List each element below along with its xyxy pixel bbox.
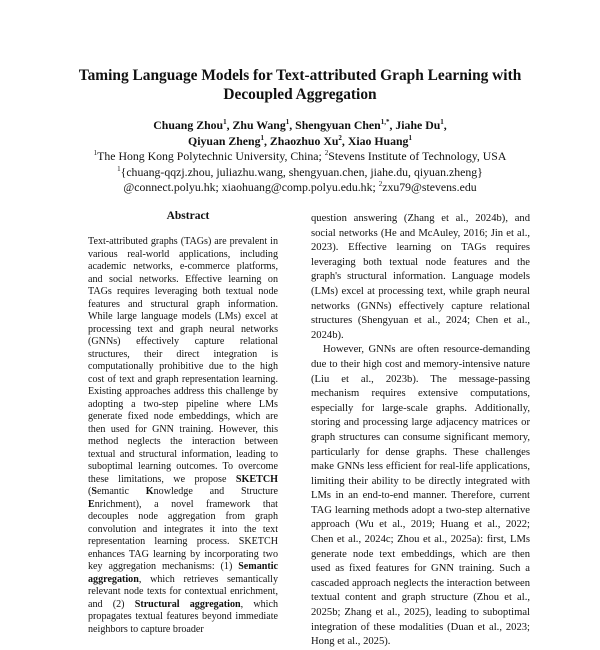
abstract-paragraph: Text-attributed graphs (TAGs) are prevalent in various real-world applications, including academic networks, e-commerce platforms, and social networks. Effective learning on TAGs requires leveraging both textual node features and structural graph information. While large language models (LMs) excel at processing text and graph neural networks (GNNs) effectively capture relational structures, their direct integration is computationally prohibitive due to the high cost of text and graph representation learning. Existing approaches address this challenge by adopting a two-step pipeline where LMs generate fixed node embeddings, which are then used for GNN training. However, this method neglects the interaction between textual and structural information, leading to suboptimal learning outcomes. To overcome these limitations, we propose SKETCH (Semantic Knowledge and Structure Enrichment), a novel framework that decouples node aggregation from graph convolution and integrates it into the text representation learning process. SKETCH enhances TAG learning by incorporating two key aggregation mechanisms: (1) Semantic aggregation, which retrieves semantically relevant node texts for contextual enrichment, and (2) Structural aggregation, which propagates textual features beyond immediate neighbors to capture broader bbox=[88, 236, 278, 635]
institution-2: Stevens Institute of Technology, USA bbox=[328, 149, 507, 163]
author-sup: 1,* bbox=[380, 118, 390, 127]
semantic-aggregation-term: Semantic aggregation bbox=[88, 561, 278, 585]
author-name: Zhaozhuo Xu bbox=[269, 134, 339, 148]
affiliations bbox=[30, 149, 570, 196]
intro-paragraph-1: question answering (Zhang et al., 2024b), and social networks (He and McAuley, 2016; Jin et al., 2023). Effective learning on TAGs requires leveraging both textual node features and the graph's structural information. Language models (LMs) excel at processing text, while graph neural networks (GNNs) effectively capture relational structures (Shengyuan et al., 2024; Chen et al., 2024b). bbox=[311, 213, 530, 341]
paper-title bbox=[40, 66, 560, 104]
authors-line-1: Chuang Zhou$^1$, Zhu Wang$^1$, Shengyuan Chen$^{1,*}$, Jiahe Du$^1$, bbox=[153, 118, 447, 132]
intro-paragraph-2: However, GNNs are often resource-demanding due to their high cost and memory-intensive nature (Liu et al., 2023b). The message-passing mechanism requires extensive computations, especially for large-scale graphs. Additionally, storing and processing large adjacency matrices or graph structures can consume significant memory, particularly for dense graphs. These challenges make GNNs less efficient for real-life applications, limiting their ability to be directly integrated with LMs in an end-to-end manner. Therefore, current TAG learning methods adopt a two-step alternative approach (Wu et al., 2019; Huang et al., 2022; Chen et al., 2024c; Zhou et al., 2025a): first, LMs generate node text embeddings, which are then used as fixed features for GNN training. Such a cascaded approach neglects the interaction between textual content and graph structure (Zhou et al., 2025b; Zhang et al., 2025), leading to suboptimal integration of these modalities (Duan et al., 2023; Hong et al., 2025). bbox=[311, 344, 530, 648]
author-sup: 2 bbox=[338, 134, 342, 143]
sketch-name: SKETCH bbox=[235, 473, 278, 485]
author-name: Jiahe Du bbox=[395, 118, 441, 132]
author-name: Qiyuan Zheng bbox=[188, 134, 261, 148]
author-sup: 1 bbox=[260, 134, 264, 143]
author-sup: 1 bbox=[408, 134, 412, 143]
authors-line-2: Qiyuan Zheng$^1$, Zhaozhuo Xu$^2$, Xiao Huang$^1$ bbox=[188, 134, 412, 148]
email-stevens: zxu79@stevens.edu bbox=[382, 180, 477, 195]
institution-1: The Hong Kong Polytechnic University, China; bbox=[97, 149, 322, 163]
abstract-heading: Abstract bbox=[166, 210, 210, 222]
email-domains: @connect.polyu.hk; xiaohuang@comp.polyu.edu.hk; bbox=[123, 180, 376, 195]
author-sup: 1 bbox=[440, 118, 444, 127]
author-sup: 1 bbox=[285, 118, 290, 127]
institutions-line: $^1$The Hong Kong Polytechnic University, China; $^2$Stevens Institute of Technology, USA bbox=[93, 149, 507, 163]
title-line-2: Decoupled Aggregation bbox=[223, 86, 377, 103]
author-sup: 1 bbox=[223, 118, 227, 127]
author-name: Shengyuan Chen bbox=[295, 118, 381, 132]
structural-aggregation-term: Structural aggregation bbox=[134, 598, 241, 610]
abstract-body bbox=[88, 236, 278, 636]
author-name: Xiao Huang bbox=[347, 134, 409, 148]
intro-column bbox=[311, 212, 530, 650]
author-list bbox=[40, 117, 560, 149]
author-name: Chuang Zhou bbox=[153, 118, 224, 132]
email-list: {chuang-qqzj.zhou, juliazhu.wang, shengyuan.chen, jiahe.du, qiyuan.zheng} bbox=[120, 164, 483, 179]
emails-line-2: @connect.polyu.hk; xiaohuang@comp.polyu.edu.hk; $^2$zxu79@stevens.edu bbox=[123, 180, 477, 195]
title-line-1: Taming Language Models for Text-attributed Graph Learning with bbox=[78, 67, 522, 84]
emails-line-1: $^1${chuang-qqzj.zhou, juliazhu.wang, shengyuan.chen, jiahe.du, qiyuan.zheng} bbox=[117, 164, 483, 179]
author-name: Zhu Wang bbox=[232, 118, 286, 132]
